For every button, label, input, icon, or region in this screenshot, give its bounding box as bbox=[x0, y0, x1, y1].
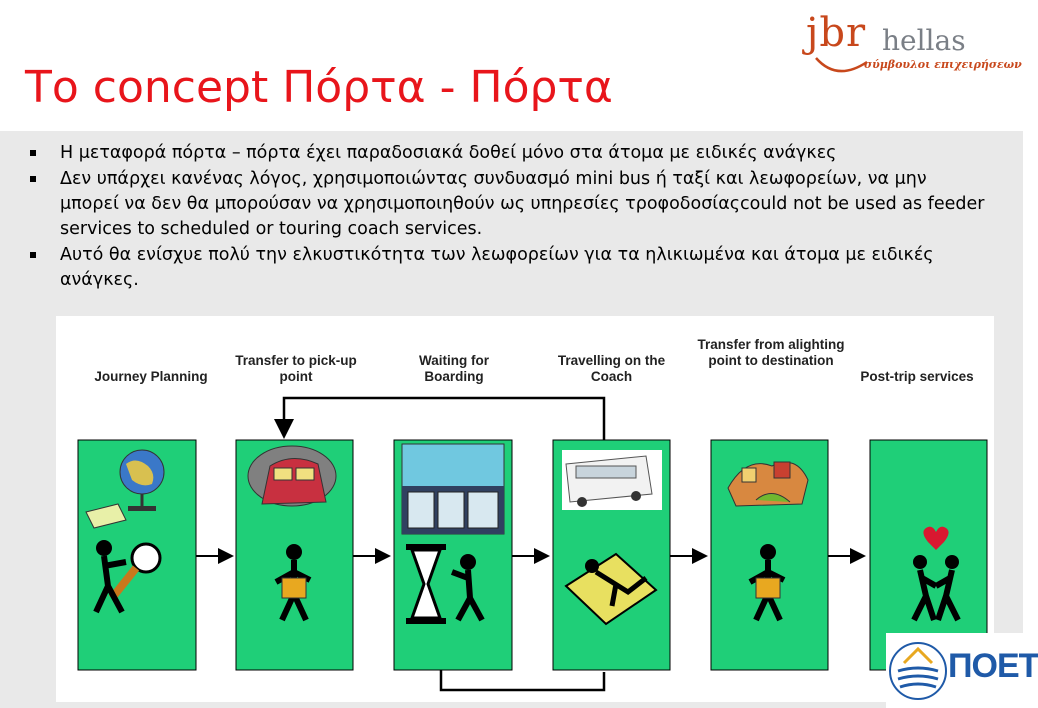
bullet-square-icon bbox=[30, 150, 36, 156]
bullet-text: Δεν υπάρχει κανένας λόγος, χρησιμοποιώντας συνδυασμό mini bus ή ταξί και λεωφορείων, να μην μπορεί να δεν θα μπορούσαν να χρησιμοποιηθούν ως υπηρεσίες τροφοδοσίαςcould not be used as feeder services to scheduled or touring coach services. bbox=[60, 169, 985, 239]
stage-label-waiting: Waiting for Boarding bbox=[419, 353, 489, 384]
stage-label-journey-planning: Journey Planning bbox=[94, 369, 208, 384]
bullet-item bbox=[30, 243, 985, 293]
stage-label-travelling: Travelling on the Coach bbox=[557, 353, 666, 384]
bullet-text: Η μεταφορά πόρτα – πόρτα έχει παραδοσιακά δοθεί μόνο στα άτομα με ειδικές ανάγκες bbox=[60, 143, 837, 163]
bullet-item bbox=[30, 141, 985, 166]
stage-label-transfer-destination: Transfer from alighting point to destination bbox=[697, 337, 845, 368]
poet-logo-text: ΠΟΕΤ bbox=[948, 647, 1038, 685]
logo-name: hellas bbox=[882, 24, 966, 57]
stage-label-transfer-pickup: Transfer to pick-up point bbox=[235, 353, 357, 384]
journey-diagram bbox=[56, 316, 994, 702]
top-loop-arrow bbox=[284, 398, 604, 440]
poet-logo bbox=[886, 633, 1038, 708]
jbr-hellas-logo bbox=[806, 10, 1022, 80]
page-title: Το concept Πόρτα - Πόρτα bbox=[25, 62, 613, 113]
bullet-text: Αυτό θα ενίσχυε πολύ την ελκυστικότητα των λεωφορείων για τα ηλικιωμένα και άτομα με ειδικές ανάγκες. bbox=[60, 245, 934, 290]
bullet-list bbox=[30, 141, 985, 294]
bullet-square-icon bbox=[30, 176, 36, 182]
logo-swoosh-icon bbox=[812, 52, 872, 82]
bullet-item bbox=[30, 167, 985, 242]
logo-brand: jbr bbox=[806, 10, 867, 56]
stage-label-post-trip: Post-trip services bbox=[860, 369, 974, 384]
bullet-square-icon bbox=[30, 252, 36, 258]
logo-tagline: σύμβουλοι επιχειρήσεων bbox=[864, 58, 1022, 71]
poet-emblem-icon bbox=[888, 635, 948, 707]
